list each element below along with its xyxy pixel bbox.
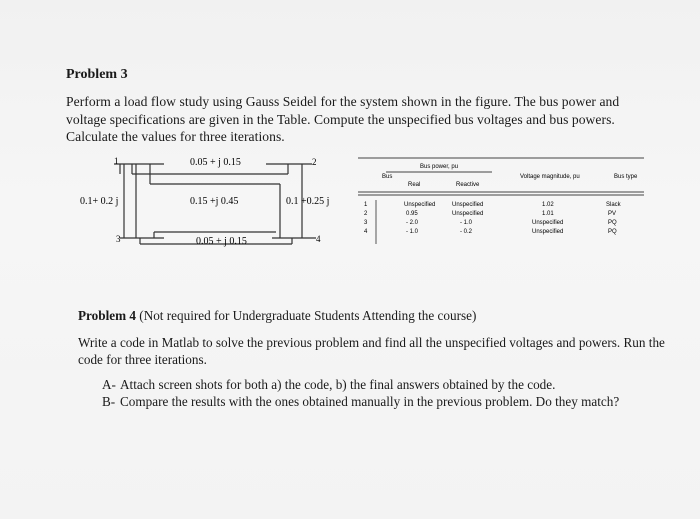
problem-4-title-note: (Not required for Undergraduate Students Attending the course)	[136, 308, 477, 323]
bus-4-label: 4	[316, 234, 321, 244]
problem-4-body: Write a code in Matlab to solve the previous problem and find all the unspecified voltages and powers. Run the code for three iterations.	[78, 334, 665, 367]
list-item-label: A-	[102, 376, 116, 392]
svg-text:Unspecified: Unspecified	[452, 211, 484, 217]
svg-text:1.02: 1.02	[542, 202, 554, 208]
table-header-bus-type: Bus type	[614, 174, 638, 180]
svg-text:- 0.2: - 0.2	[460, 229, 473, 235]
impedance-line-1-4: 0.15 +j 0.45	[190, 196, 239, 207]
list-item-text: Attach screen shots for both a) the code, b) the final answers obtained by the code.	[120, 376, 556, 392]
table-header-bus: Bus	[382, 174, 393, 180]
impedance-line-1-2: 0.05 + j 0.15	[190, 157, 241, 168]
svg-text:Unspecified: Unspecified	[404, 202, 436, 208]
impedance-line-2-4: 0.1 +0.25 j	[286, 196, 330, 207]
svg-text:1.01: 1.01	[542, 211, 554, 217]
svg-text:Unspecified: Unspecified	[532, 229, 564, 235]
table-header-real: Real	[408, 182, 421, 188]
list-item	[102, 376, 668, 394]
svg-text:3: 3	[364, 220, 368, 226]
list-item-text: Compare the results with the ones obtained manually in the previous problem. Do they match?	[120, 394, 620, 409]
problem-3-body: Perform a load flow study using Gauss Seidel for the system shown in the figure. The bus power and voltage specifications are given in the Table. Compute the unspecified bus voltages and bus powers. Calculate the values for three iterations.	[66, 94, 620, 144]
svg-text:PQ: PQ	[608, 229, 617, 235]
list-item-label: B-	[102, 394, 116, 409]
table-row	[364, 220, 617, 226]
bus-specification-table	[356, 156, 646, 256]
svg-text:- 2.0: - 2.0	[406, 220, 419, 226]
problem-4-heading	[78, 307, 668, 325]
svg-text:1: 1	[364, 202, 368, 208]
problem-4-list	[102, 376, 668, 411]
table-header-bus-power: Bus power, pu	[420, 164, 459, 170]
impedance-line-3-4: 0.05 + j 0.15	[196, 236, 247, 247]
bus-3-label: 3	[116, 234, 121, 244]
list-item	[102, 393, 668, 411]
problem-4-section	[78, 307, 668, 411]
problem-3-title: Problem 3	[66, 67, 128, 82]
svg-text:0.95: 0.95	[406, 211, 418, 217]
power-system-figure	[80, 150, 360, 260]
svg-text:- 1.0: - 1.0	[460, 220, 473, 226]
svg-text:PQ: PQ	[608, 220, 617, 226]
table-row	[364, 202, 622, 208]
problem-4-title: Problem 4	[78, 308, 136, 323]
svg-text:Unspecified: Unspecified	[452, 202, 484, 208]
bus-2-label: 2	[312, 157, 317, 167]
svg-text:4: 4	[364, 229, 368, 235]
table-header-reactive: Reactive	[456, 182, 480, 188]
svg-text:PV: PV	[608, 211, 617, 217]
bus-1-label: 1	[114, 156, 119, 166]
svg-text:2: 2	[364, 211, 368, 217]
table-row	[364, 211, 616, 217]
table-row	[364, 229, 617, 235]
impedance-line-1-3: 0.1+ 0.2 j	[80, 196, 119, 207]
svg-text:Unspecified: Unspecified	[532, 220, 564, 226]
svg-text:Slack: Slack	[606, 202, 621, 208]
svg-text:- 1.0: - 1.0	[406, 229, 419, 235]
table-header-voltage: Voltage magnitude, pu	[520, 174, 580, 180]
